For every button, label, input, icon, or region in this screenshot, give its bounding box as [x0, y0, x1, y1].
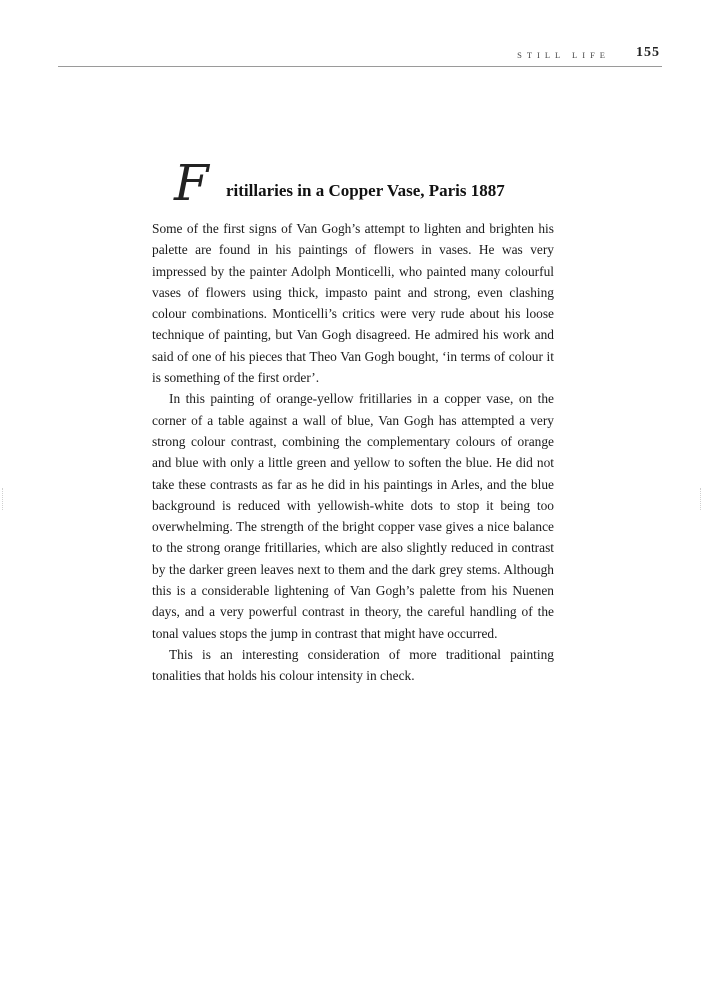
- article-body: [152, 218, 554, 687]
- title-drop-cap: F: [174, 154, 209, 212]
- paragraph-2: In this painting of orange-yellow fritillaries in a copper vase, on the corner of a table against a wall of blue, Van Gogh has attempted a very strong colour contrast, combining the complementary colours of orange and blue with only a little green and yellow to soften the blue. He did not take these contrasts as far as he did in his paintings in Arles, and the blue background is reduced with yellowish-white dots to stop it being too overwhelming. The strength of the bright copper vase gives a nice balance to the strong orange fritillaries, which are also slightly reduced in contrast by the darker green leaves next to them and the dark grey stems. Although this is a considerable lightening of Van Gogh’s palette from his Nuenen days, and a very powerful contrast in theory, the careful handling of the tonal values stops the jump in contrast that might have occurred.: [152, 391, 554, 641]
- page-number: 155: [636, 45, 660, 60]
- section-name: STILL LIFE: [517, 50, 610, 60]
- paragraph-3: This is an interesting consideration of more traditional painting tonalities that holds his colour intensity in check.: [152, 646, 554, 684]
- left-crop-mark: [2, 488, 6, 510]
- running-header: [58, 44, 662, 67]
- paragraph-1: Some of the first signs of Van Gogh’s attempt to lighten and brighten his palette are found in his paintings of flowers in vases. He was very impressed by the painter Adolph Monticelli, who painted many colourful vases of flowers using thick, impasto paint and strong, even clashing colour combinations. Monticelli’s critics were very rude about his loose technique of painting, but Van Gogh disagreed. He admired his work and said of one of his pieces that Theo Van Gogh bought, ‘in terms of colour it is something of the first order’.: [152, 221, 554, 386]
- title-text: ritillaries in a Copper Vase, Paris 1887: [226, 181, 505, 200]
- article: [152, 154, 554, 687]
- right-crop-mark: [700, 488, 704, 510]
- article-title: [152, 154, 554, 212]
